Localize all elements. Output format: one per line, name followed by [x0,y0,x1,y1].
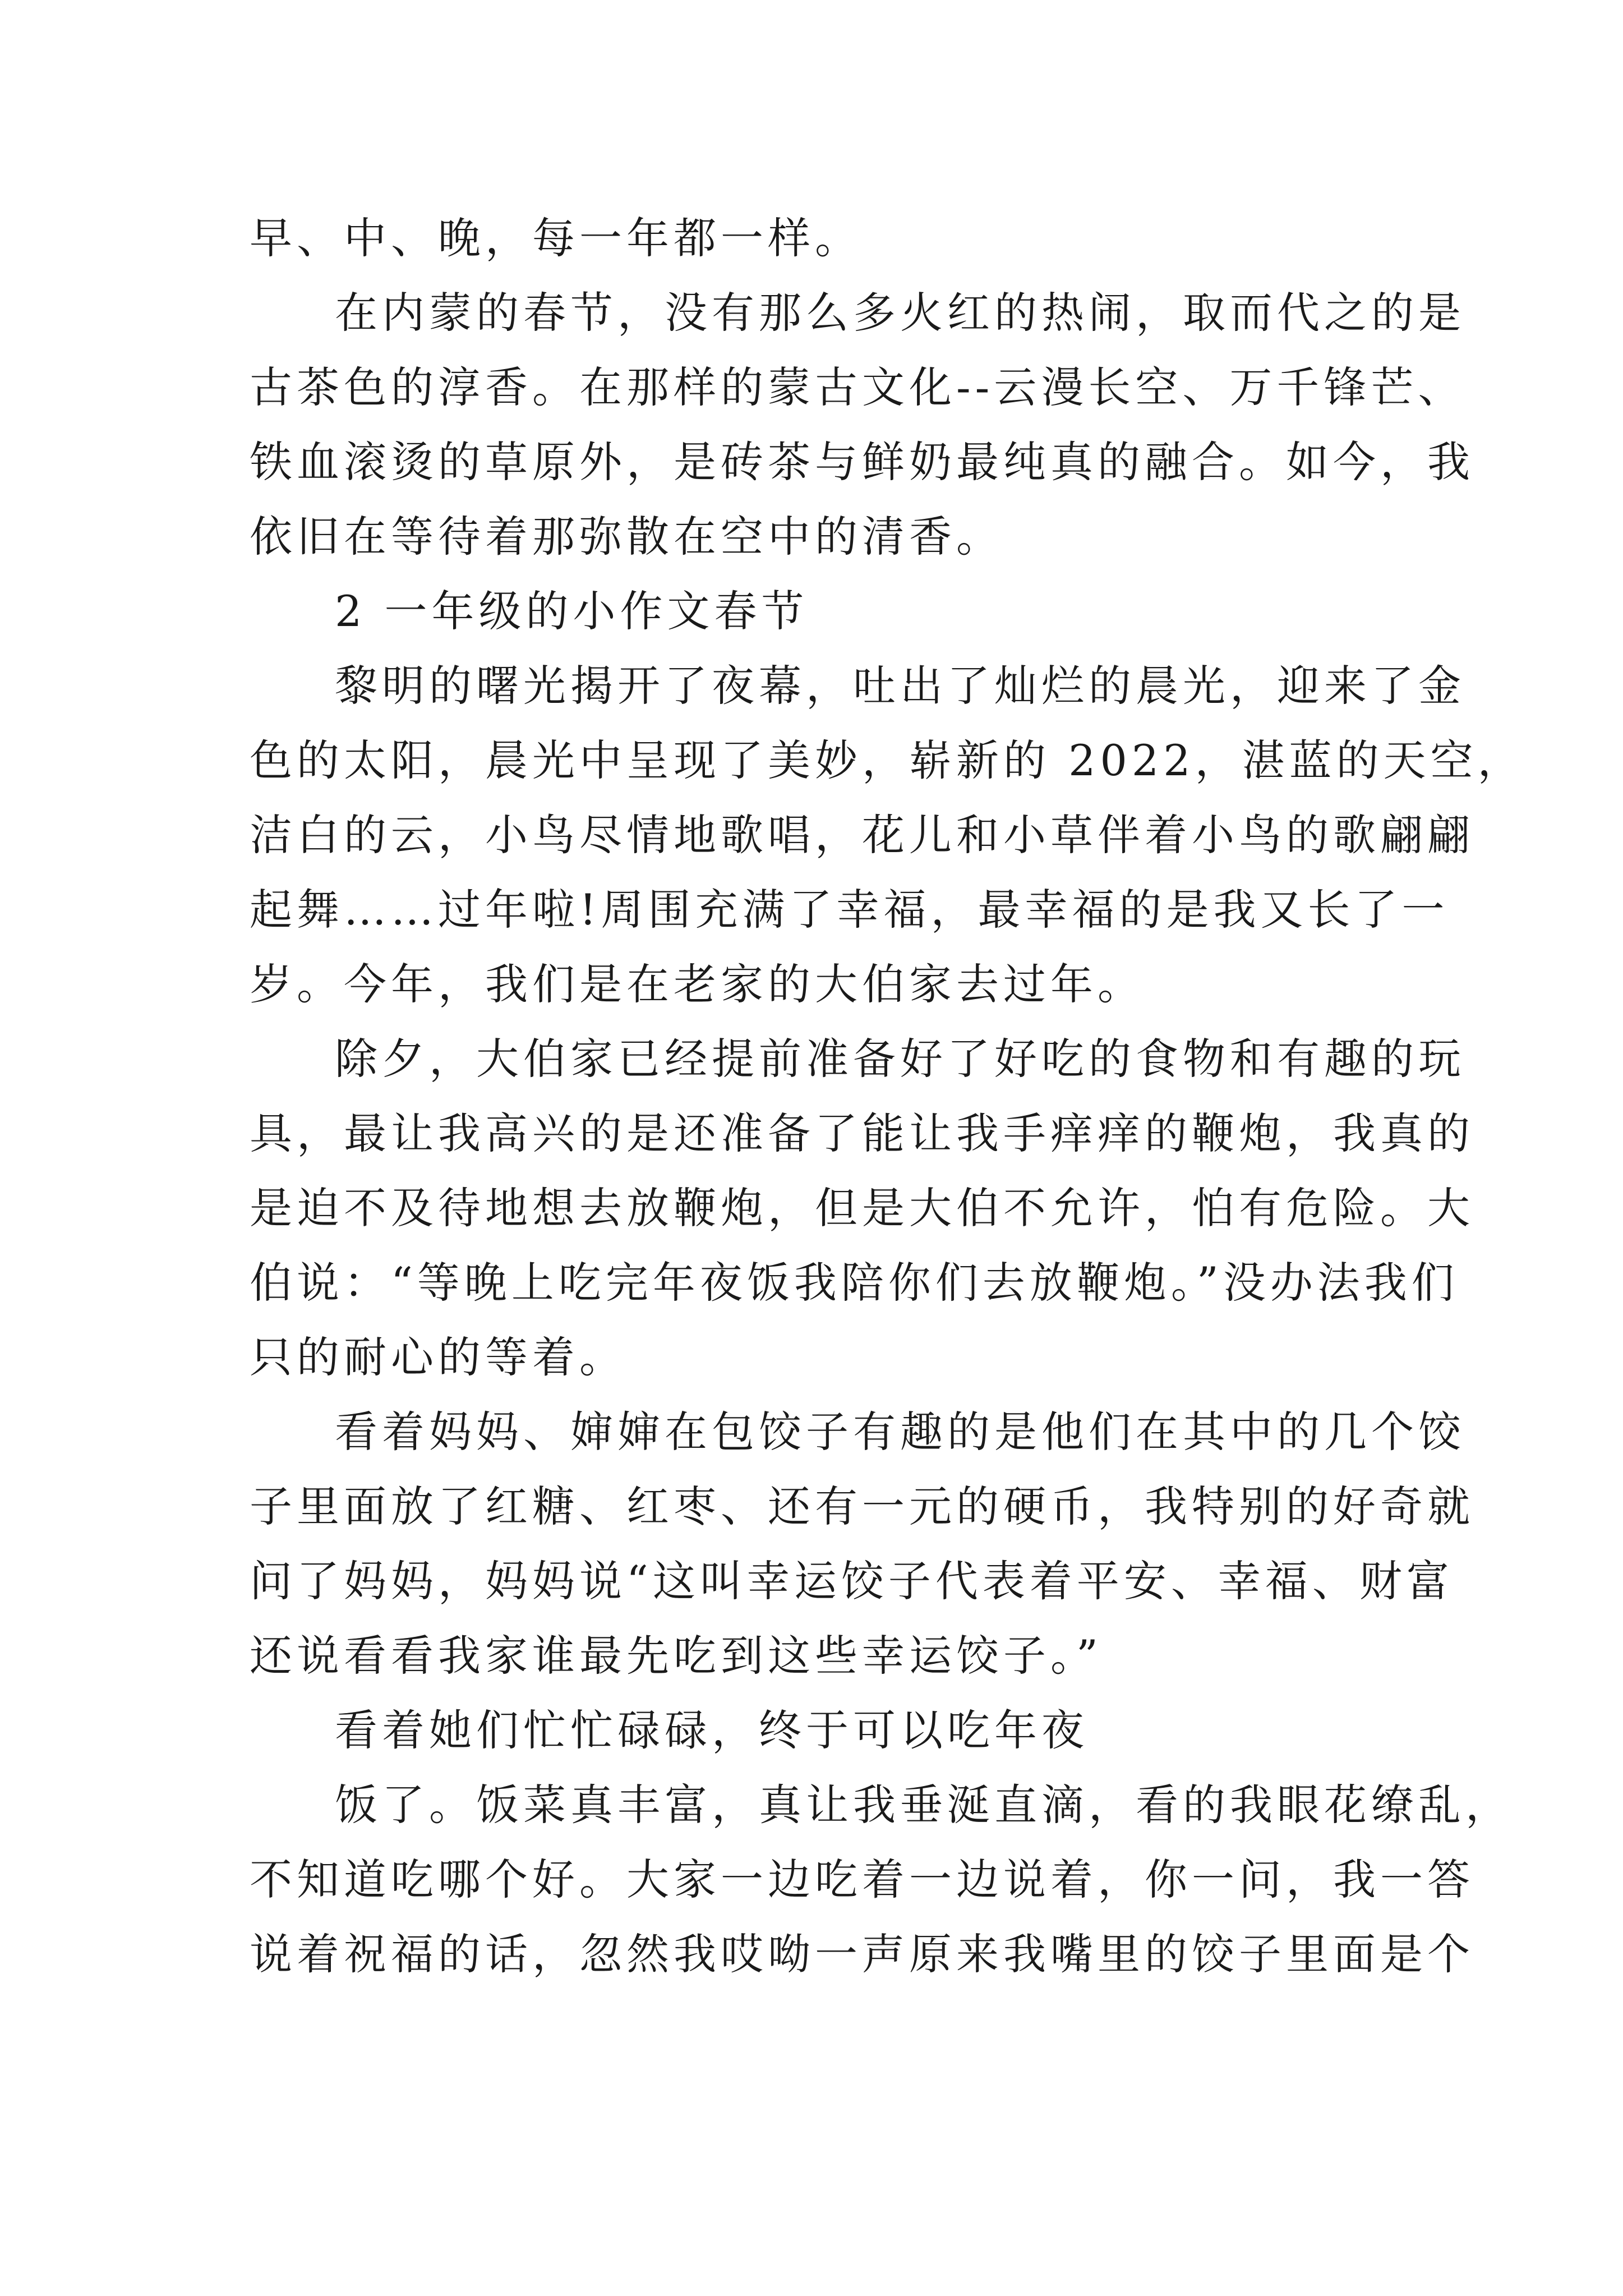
text-line-8: 色的太阳，晨光中呈现了美妙，崭新的 2022，湛蓝的天空， [250,735,1525,785]
text-line-15: 伯说：“等晚上吃完年夜饭我陪你们去放鞭炮。”没办法我们 [250,1258,1459,1308]
text-line-16: 只的耐心的等着。 [250,1332,626,1382]
essay-body [250,201,1525,1991]
text-line-19: 问了妈妈，妈妈说“这叫幸运饺子代表着平安、幸福、财富 [250,1556,1454,1606]
text-line-20: 还说看看我家谁最先吃到这些幸运饺子。” [250,1631,1103,1681]
text-line-14: 是迫不及待地想去放鞭炮，但是大伯不允许，怕有危险。大 [250,1183,1474,1233]
text-line-5: 依旧在等待着那弥散在空中的清香。 [250,512,1003,562]
text-line-21: 看着她们忙忙碌碌，终于可以吃年夜 [335,1705,1089,1755]
text-line-3: 古茶色的淳香。在那样的蒙古文化--云漫长空、万千锋芒、 [250,362,1465,412]
text-line-24: 说着祝福的话，忽然我哎呦一声原来我嘴里的饺子里面是个 [250,1929,1474,1979]
text-line-10: 起舞……过年啦!周围充满了幸福，最幸福的是我又长了一 [250,885,1449,935]
text-line-7: 黎明的曙光揭开了夜幕，吐出了灿烂的晨光，迎来了金 [335,661,1465,711]
text-line-4: 铁血滚烫的草原外，是砖茶与鲜奶最纯真的融合。如今，我 [250,437,1474,487]
text-line-1: 早、中、晚，每一年都一样。 [250,213,862,263]
text-line-23: 不知道吃哪个好。大家一边吃着一边说着，你一问，我一答 [250,1855,1474,1904]
text-line-12: 除夕，大伯家已经提前准备好了好吃的食物和有趣的玩 [335,1034,1465,1084]
text-line-13: 具，最让我高兴的是还准备了能让我手痒痒的鞭炮，我真的 [250,1108,1474,1158]
text-line-2: 在内蒙的春节，没有那么多火红的热闹，取而代之的是 [335,288,1465,338]
text-line-11: 岁。今年，我们是在老家的大伯家去过年。 [250,959,1145,1009]
essay-title: 2 一年级的小作文春节 [335,586,809,636]
text-line-18: 子里面放了红糖、红枣、还有一元的硬币，我特别的好奇就 [250,1481,1474,1531]
text-line-17: 看着妈妈、婶婶在包饺子有趣的是他们在其中的几个饺 [335,1407,1465,1457]
text-line-22: 饭了。饭菜真丰富，真让我垂涎直滴，看的我眼花缭乱， [335,1780,1513,1830]
text-line-9: 洁白的云，小鸟尽情地歌唱，花儿和小草伴着小鸟的歌翩翩 [250,810,1474,860]
